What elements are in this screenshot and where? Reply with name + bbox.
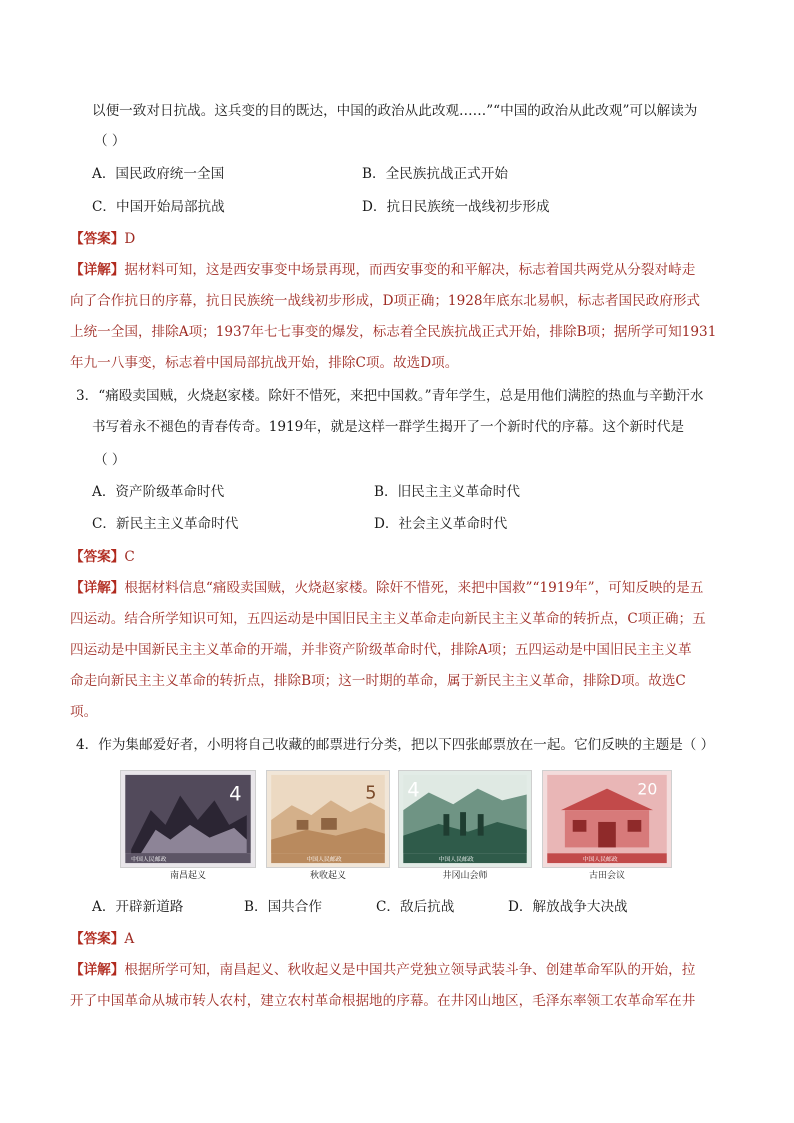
- q4-option-c: C．敌后抗战: [376, 899, 455, 915]
- stamp-nanchang-uprising: [120, 770, 256, 868]
- q4-answer: [70, 929, 134, 949]
- stamp-caption: 南昌起义: [169, 871, 206, 881]
- q2-option-a: A．国民政府统一全国: [92, 166, 225, 182]
- q2-option-b: B．全民族抗战正式开始: [362, 166, 508, 182]
- q3-detail-line: 四运动。结合所学知识可知，五四运动是中国旧民主主义革命走向新民主主义革命的转折点，C项正确；五: [70, 611, 706, 627]
- q4-option-b: B．国共合作: [244, 899, 322, 915]
- q2-detail-line: 上统一全国，排除A项；1937年七七事变的爆发，标志着全民族抗战正式开始，排除B项；据所学可知1931: [70, 324, 717, 340]
- answer-tag: 【答案】: [70, 931, 125, 947]
- q3-answer: [70, 547, 135, 567]
- q3-option-c: C．新民主主义革命时代: [92, 516, 239, 532]
- q3-detail-line: 【详解】根据材料信息“痛殴卖国贼，火烧赵家楼。除奸不惜死，来把中国救”“1919年”，可知反映的是五: [70, 580, 704, 596]
- q3-option-d: D．社会主义革命时代: [374, 516, 508, 532]
- stamp-caption: 古田会议: [588, 871, 625, 881]
- stamp-value: 5: [365, 783, 377, 804]
- answer-tag: 【答案】: [70, 231, 125, 247]
- q4-detail-line: 【详解】根据所学可知，南昌起义、秋收起义是中国共产党独立领导武装斗争、创建革命军队的开始，拉: [70, 962, 696, 978]
- detail-tag: 【详解】: [70, 262, 125, 278]
- stamp-jinggangshan-meeting: [398, 770, 532, 868]
- q2-detail-line: 向了合作抗日的序幕，抗日民族统一战线初步形成，D项正确；1928年底东北易帜，标志者国民政府形式: [70, 293, 701, 309]
- q3-option-a: A．资产阶级革命时代: [92, 484, 225, 500]
- stamp-value: 4: [407, 778, 420, 802]
- answer-letter: D: [124, 231, 136, 247]
- stamp-country: 中国人民邮政: [306, 857, 342, 864]
- q3-answer-paren: （ ）: [94, 452, 126, 468]
- q3-detail-line: 四运动是中国新民主主义革命的开端，并非资产阶级革命时代，排除A项；五四运动是中国旧民主主义革: [70, 642, 692, 658]
- detail-tag: 【详解】: [70, 580, 125, 596]
- answer-letter: C: [124, 549, 135, 565]
- stamp-value: 20: [637, 779, 658, 799]
- answer-tag: 【答案】: [70, 549, 125, 565]
- q3-detail-line: 命走向新民主主义革命的转折点，排除B项；这一时期的革命，属于新民主主义革命，排除D项。故选C: [70, 673, 686, 689]
- stamp-country: 中国人民邮政: [582, 857, 618, 864]
- answer-letter: A: [124, 931, 135, 947]
- stamp-gutian-image: [543, 771, 671, 867]
- stamp-autumn-harvest-uprising: [266, 770, 390, 868]
- stamp-jinggangshan-image: [399, 771, 531, 867]
- q4-detail-line: 开了中国革命从城市转人农村，建立农村革命根据地的序幕。在井冈山地区，毛泽东率领工农革命军在井: [70, 993, 696, 1009]
- stamp-value: 4: [229, 782, 242, 806]
- q2-option-c: C．中国开始局部抗战: [92, 199, 225, 215]
- q2-detail-line: 【详解】据材料可知，这是西安事变中场景再现，而西安事变的和平解决，标志着国共两党从分裂对峙走: [70, 262, 696, 278]
- q3-detail-line: 项。: [70, 704, 98, 720]
- stamp-nanchang-image: [121, 771, 255, 867]
- q3-stem-line: 3．“痛殴卖国贼，火烧赵家楼。除奸不惜死，来把中国救。”青年学生，总是用他们满腔的热血与辛勤汗水: [76, 388, 704, 404]
- stamp-caption: 井冈山会师: [442, 871, 488, 881]
- q2-option-d: D．抗日民族统一战线初步形成: [362, 199, 550, 215]
- stamp-country: 中国人民邮政: [131, 857, 167, 864]
- q2-detail-line: 年九一八事变，标志着中国局部抗战开始，排除C项。故选D项。: [70, 355, 459, 371]
- q2-stem-line: 以便一致对日抗战。这兵变的目的既达，中国的政治从此改观……”“中国的政治从此改观”可以解读为: [92, 103, 698, 119]
- q3-stem-line: 书写着永不褪色的青春传奇。1919年，就是这样一群学生揭开了一个新时代的序幕。这个新时代是: [92, 419, 684, 435]
- q3-option-b: B．旧民主主义革命时代: [374, 484, 520, 500]
- q4-option-a: A．开辟新道路: [92, 899, 184, 915]
- stamp-caption: 秋收起义: [309, 871, 346, 881]
- q2-answer: [70, 229, 135, 249]
- stamp-country: 中国人民邮政: [438, 857, 474, 864]
- q4-option-d: D．解放战争大决战: [508, 899, 628, 915]
- q4-stem: 4．作为集邮爱好者，小明将自己收藏的邮票进行分类，把以下四张邮票放在一起。它们反映的主题是（ ）: [76, 737, 715, 753]
- detail-tag: 【详解】: [70, 962, 125, 978]
- stamp-autumn-harvest-image: [267, 771, 389, 867]
- q2-answer-paren: （ ）: [94, 133, 126, 149]
- stamp-gutian-conference: [542, 770, 672, 868]
